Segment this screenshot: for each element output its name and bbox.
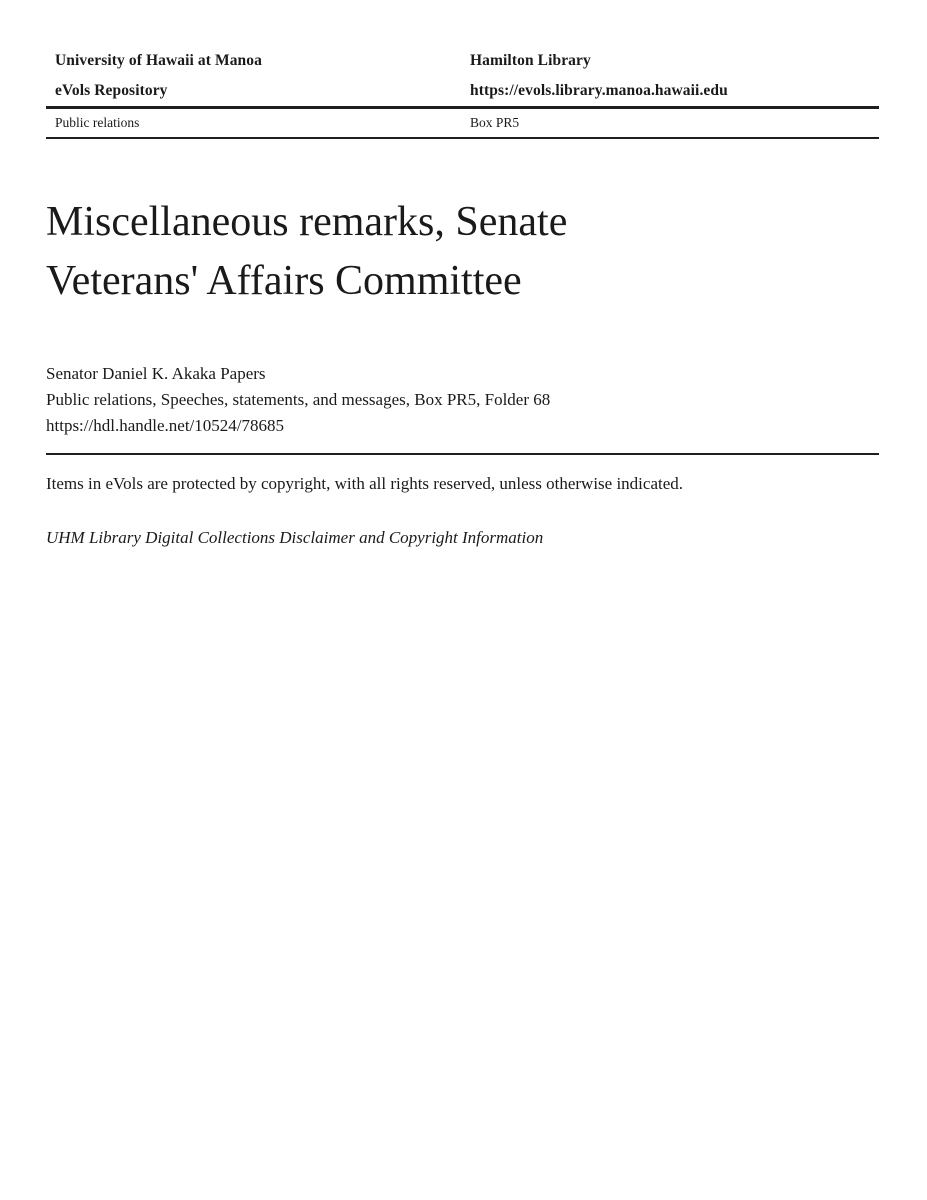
series-label: Public relations xyxy=(55,115,140,130)
repository-url-link[interactable]: https://evols.library.manoa.hawaii.edu xyxy=(470,82,728,99)
rights-statement: Items in eVols are protected by copyright, with all rights reserved, unless otherwise indicated. xyxy=(46,474,684,493)
document-metadata xyxy=(46,361,879,439)
institution-name: University of Hawaii at Manoa xyxy=(55,52,262,69)
header-sub-section xyxy=(46,109,879,139)
repository-header xyxy=(46,46,879,139)
handle-url-link[interactable]: https://hdl.handle.net/10524/78685 xyxy=(46,416,284,435)
disclaimer-link[interactable]: UHM Library Digital Collections Disclaimer and Copyright Information xyxy=(46,528,544,547)
box-label: Box PR5 xyxy=(470,115,520,130)
header-top-section xyxy=(46,46,879,109)
header-row-repository xyxy=(46,76,879,106)
collection-name: Senator Daniel K. Akaka Papers xyxy=(46,364,266,383)
header-row-series xyxy=(46,109,879,137)
repository-name: eVols Repository xyxy=(55,82,168,99)
rights-divider xyxy=(46,453,879,455)
page-title: Miscellaneous remarks, Senate Veterans' Affairs Committee xyxy=(46,199,568,304)
item-location: Public relations, Speeches, statements, and messages, Box PR5, Folder 68 xyxy=(46,390,551,409)
library-name: Hamilton Library xyxy=(470,52,591,69)
rights-footer xyxy=(46,471,879,551)
header-row-institution xyxy=(46,46,879,76)
